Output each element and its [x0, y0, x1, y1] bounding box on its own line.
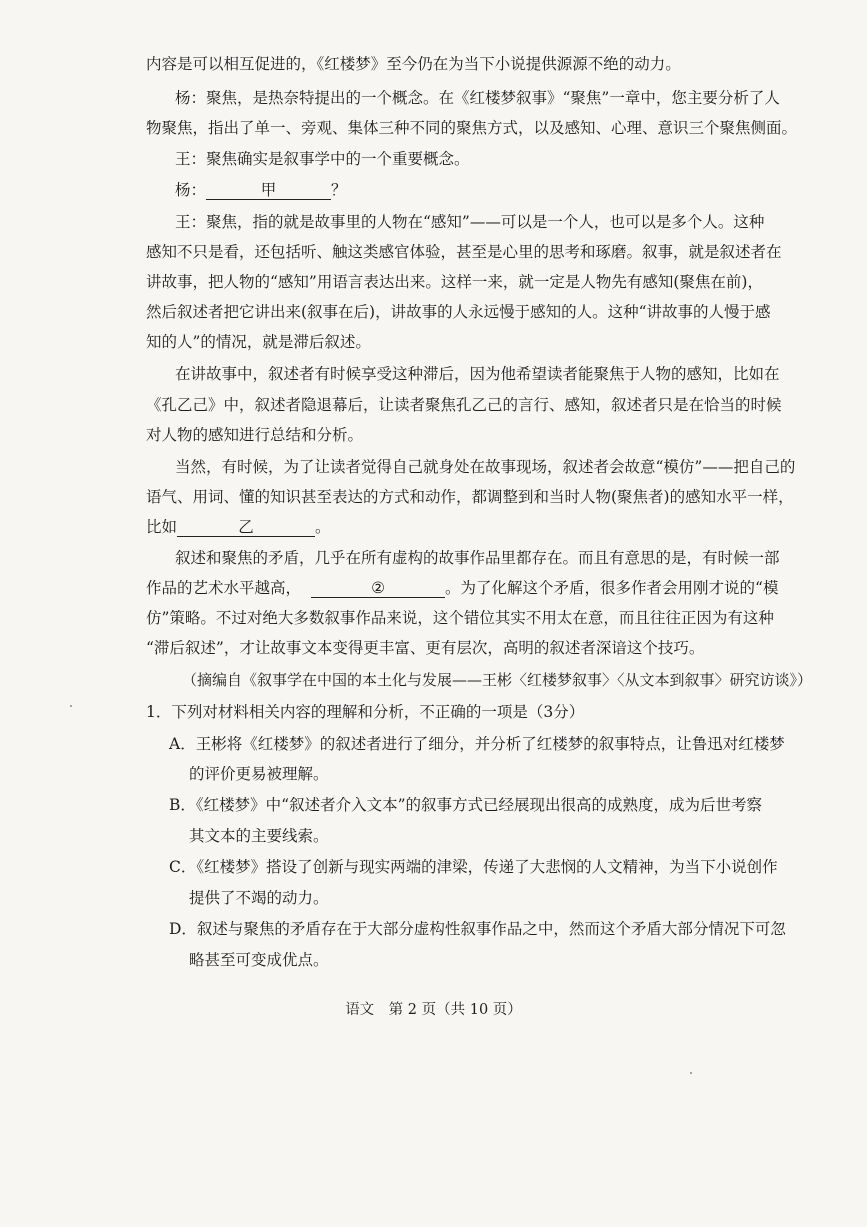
question-line-jia [175, 180, 867, 200]
option-d-line2: 略甚至可变成优点。 [189, 951, 329, 969]
paragraph-line-yi [146, 517, 867, 537]
paragraph-line: 王：聚焦，指的就是故事里的人物在“感知”——可以是一个人，也可以是多个人。这种 [175, 213, 765, 231]
text-prefix: 作品的艺术水平越高， [146, 579, 302, 597]
question-stem: 1．下列对材料相关内容的理解和分析，不正确的一项是（3分） [146, 703, 585, 721]
page-footer: 语文 第 2 页（共 10 页） [345, 1002, 522, 1018]
option-a-line1: A．王彬将《红楼梦》的叙述者进行了细分，并分析了红楼梦的叙事特点，让鲁迅对红楼梦 [169, 735, 785, 753]
option-b-line2: 其文本的主要线索。 [189, 827, 329, 845]
paragraph-line: 在讲故事中，叙述者有时候享受这种滞后，因为他希望读者能聚焦于人物的感知，比如在 [175, 365, 780, 383]
question-mark: ？ [331, 181, 347, 199]
paragraph-line: 当然，有时候，为了让读者觉得自己就身处在故事现场，叙述者会故意“模仿”——把自己的 [175, 458, 796, 476]
scan-speck [690, 1072, 692, 1074]
paragraph-line: 仿”策略。不过对绝大多数叙事作品来说，这个错位其实不用太在意，而且往往正因为有这种 [146, 609, 774, 627]
paragraph-line: 讲故事，把人物的“感知”用语言表达出来。这样一来，就一定是人物先有感知(聚焦在前)， [146, 273, 763, 291]
blank-jia: 甲 [206, 181, 331, 200]
text-suffix: 。为了化解这个矛盾，很多作者会用刚才说的“模 [445, 579, 779, 597]
paragraph-line: 然后叙述者把它讲出来(叙事在后)，讲故事的人永远慢于感知的人。这种“讲故事的人慢于感 [146, 303, 771, 321]
paragraph-line-blank-2 [146, 578, 867, 598]
option-c-line1: C．《红楼梦》搭设了创新与现实两端的津梁，传递了大悲悯的人文精神，为当下小说创作 [169, 858, 778, 876]
paragraph-line: 知的人”的情况，就是滞后叙述。 [146, 333, 371, 351]
paragraph-line: 王：聚焦确实是叙事学中的一个重要概念。 [175, 150, 470, 168]
option-b-line1: B．《红楼梦》中“叙述者介入文本”的叙事方式已经展现出很高的成熟度，成为后世考察 [169, 796, 762, 814]
blank-2: ② [311, 579, 445, 598]
paragraph-line: “滞后叙述”，才让故事文本变得更丰富、更有层次，高明的叙述者深谙这个技巧。 [146, 639, 705, 657]
option-c-line2: 提供了不竭的动力。 [189, 889, 329, 907]
blank-yi: 乙 [177, 518, 315, 537]
option-d-line1: D．叙述与聚焦的矛盾存在于大部分虚构性叙事作品之中，然而这个矛盾大部分情况下可忽 [169, 920, 786, 938]
paragraph-line: 感知不只是看，还包括听、触这类感官体验，甚至是心里的思考和琢磨。叙事，就是叙述者在 [146, 243, 782, 261]
paragraph-line: 对人物的感知进行总结和分析。 [146, 426, 364, 444]
option-a-line2: 的评价更易被理解。 [189, 765, 329, 783]
speaker-label: 杨： [175, 181, 207, 199]
paragraph-line: 叙述和聚焦的矛盾，几乎在所有虚构的故事作品里都存在。而且有意思的是，有时候一部 [175, 549, 780, 567]
paragraph-line: 《孔乙己》中，叙述者隐退幕后，让读者聚焦孔乙己的言行、感知，叙述者只是在恰当的时候 [146, 396, 782, 414]
text-prefix: 比如 [146, 518, 178, 536]
paragraph-line: 物聚焦，指出了单一、旁观、集体三种不同的聚焦方式，以及感知、心理、意识三个聚焦侧面。 [146, 119, 798, 137]
paragraph-line: 语气、用词、懂的知识甚至表达的方式和动作，都调整到和当时人物(聚焦者)的感知水平一样， [146, 488, 794, 506]
source-citation: （摘编自《叙事学在中国的本土化与发展——王彬〈红楼梦叙事〉〈从文本到叙事〉研究访谈》） [182, 671, 813, 689]
scan-speck [70, 705, 72, 707]
paragraph-line: 内容是可以相互促进的，《红楼梦》至今仍在为当下小说提供源源不绝的动力。 [146, 55, 681, 73]
paragraph-line: 杨：聚焦，是热奈特提出的一个概念。在《红楼梦叙事》“聚焦”一章中，您主要分析了人 [175, 89, 780, 107]
text-suffix: 。 [315, 518, 331, 536]
